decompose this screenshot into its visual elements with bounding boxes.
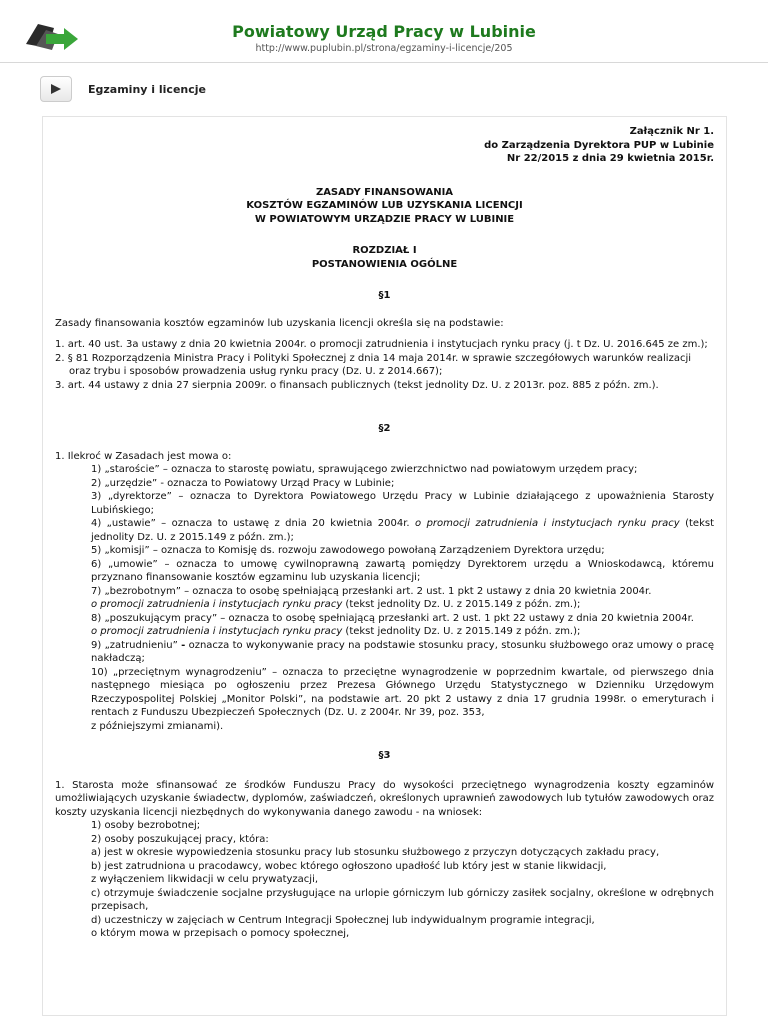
list-item: b) jest zatrudniona u pracodawcy, wobec którego ogłoszono upadłość lub który jest w stanie likwidacji, — [91, 860, 607, 872]
list-item: 2) osoby poszukującej pracy, która: — [91, 833, 269, 845]
heading-line: W POWIATOWYM URZĄDZIE PRACY W LUBINIE — [254, 213, 515, 225]
header-divider — [0, 62, 768, 63]
section-arrow-button[interactable] — [40, 76, 72, 102]
section-title: Egzaminy i licencje — [88, 82, 206, 96]
heading-line: ZASADY FINANSOWANIA — [315, 186, 454, 198]
list-item: 2. § 81 Rozporządzenia Ministra Pracy i Polityki Społecznej z dnia 14 maja 2014r. w sprawie szczegółowych warunków realizacji oraz trybu i sposobów prowadzenia usług rynku pracy (Dz. U. z 2014.667); — [55, 352, 692, 377]
definition-item: 8) „poszukującym pracy” – oznacza to osobę spełniającą przesłanki art. 2 ust. 1 pkt 22 ustawy z dnia 20 kwietnia 2004r. o promocji zatrudnienia i instytucjach rynku pracy (tekst jednolity Dz. U. z 2015.149 z późn. zm.); — [91, 612, 694, 637]
list-item: 1. art. 40 ust. 3a ustawy z dnia 20 kwietnia 2004r. o promocji zatrudnienia i instytucjach rynku pracy (j. t Dz. U. 2016.645 ze zm.); — [55, 339, 708, 350]
applicant-list — [55, 819, 714, 941]
attachment-line: Nr 22/2015 z dnia 29 kwietnia 2015r. — [506, 153, 714, 164]
attachment-line: Załącznik Nr 1. — [629, 126, 714, 137]
section-header — [40, 76, 206, 102]
definition-item: 4) „ustawie” – oznacza to ustawę z dnia 20 kwietnia 2004r. o promocji zatrudnienia i instytucjach rynku pracy (tekst jednolity Dz. U. z 2015.149 z późn. zm.); — [91, 518, 714, 543]
list-item: a) jest w okresie wypowiedzenia stosunku pracy lub stosunku służbowego z przyczyn dotyczących zakładu pracy, — [91, 847, 660, 858]
definition-item: 10) „przeciętnym wynagrodzeniu” – oznacza to przeciętne wynagrodzenie w poprzednim kwartale, od pierwszego dnia następnego miesiąca po ogłoszeniu przez Prezesa Głównego Urzędu Statystycznego w Dzienniku Urzędowym Rzeczypospolitej Polskiej „Monitor Polski”, na podstawie art. 20 pkt 2 ustawy z dnia 17 grudnia 1998r. o emeryturach i rentach z Funduszu Ubezpieczeń Społecznych (Dz. U. z 2004r. Nr 39, poz. 353, z późniejszymi zmianami). — [91, 666, 714, 732]
site-title[interactable]: Powiatowy Urząd Pracy w Lubinie — [232, 22, 536, 41]
site-url[interactable]: http://www.puplubin.pl/strona/egzaminy-i-licencje/205 — [255, 43, 513, 54]
definitions-list — [55, 463, 714, 733]
play-arrow-icon — [50, 83, 62, 95]
chapter-line: POSTANOWIENIA OGÓLNE — [311, 258, 458, 270]
chapter-line: ROZDZIAŁ I — [352, 245, 417, 256]
p2-intro: 1. Ilekroć w Zasadach jest mowa o: — [55, 450, 232, 462]
paragraph-mark-1: §1 — [378, 290, 391, 301]
paragraph-mark-3: §3 — [378, 750, 391, 761]
list-item: 3. art. 44 ustawy z dnia 27 sierpnia 2009r. o finansach publicznych (tekst jednolity Dz. U. z 2013r. poz. 885 z późn. zm.). — [55, 379, 659, 391]
heading-line: KOSZTÓW EGZAMINÓW LUB UZYSKANIA LICENCJI — [246, 200, 523, 211]
p1-intro: Zasady finansowania kosztów egzaminów lub uzyskania licencji określa się na podstawie: — [55, 317, 504, 329]
list-item: o którym mowa w przepisach o pomocy społecznej, — [91, 928, 350, 939]
definition-item: 9) „zatrudnieniu” - oznacza to wykonywanie pracy na podstawie stosunku pracy, stosunku służbowego oraz umowy o pracę nakładczą; — [91, 639, 714, 664]
paragraph-mark-2: §2 — [378, 423, 391, 434]
list-item: z wyłączeniem likwidacji w celu prywatyzacji, — [91, 874, 319, 885]
attachment-line: do Zarządzenia Dyrektora PUP w Lubinie — [484, 139, 714, 151]
document-body — [55, 117, 714, 941]
list-item: 1) osoby bezrobotnej; — [91, 820, 201, 831]
list-item: c) otrzymuje świadczenie socjalne przysługujące na urlopie górniczym lub górniczy zasiłek socjalny, określone w odrębnych przepisach, — [91, 887, 714, 912]
definition-item: 2) „urzędzie” - oznacza to Powiatowy Urząd Pracy w Lubinie; — [91, 477, 395, 489]
document-heading — [55, 186, 714, 227]
attachment-note — [55, 125, 714, 166]
legal-basis-list — [55, 338, 714, 392]
definition-item: 5) „komisji” – oznacza to Komisję ds. rozwoju zawodowego powołaną Zarządzeniem Dyrektora urzędu; — [91, 545, 605, 556]
definition-item: 1) „staroście” – oznacza to starostę powiatu, sprawującego zwierzchnictwo nad powiatowym urzędem pracy; — [91, 464, 638, 475]
site-header — [0, 0, 768, 58]
definition-item: 6) „umowie” – oznacza to umowę cywilnoprawną zawartą pomiędzy Dyrektorem urzędu a Wnioskodawcą, któremu przyznano finansowanie kosztów egzaminu lub uzyskania licencji; — [91, 558, 714, 583]
p3-intro: 1. Starosta może sfinansować ze środków Funduszu Pracy do wysokości przeciętnego wynagrodzenia koszty egzaminów umożliwiających uzyskanie świadectw, dyplomów, zaświadczeń, określonych uprawnień zawodowych lub tytułów zawodowych oraz koszty uzyskania licencji niezbędnych do wykonywania danego zawodu - na wniosek: — [55, 779, 714, 818]
list-item: d) uczestniczy w zajęciach w Centrum Integracji Społecznej lub indywidualnym programie integracji, — [91, 914, 595, 926]
document-card — [42, 116, 727, 1016]
chapter-heading — [55, 244, 714, 271]
definition-item: 3) „dyrektorze” – oznacza to Dyrektora Powiatowego Urzędu Pracy w Lubinie działającego z upoważnienia Starosty Lubińskiego; — [91, 491, 714, 516]
definition-item: 7) „bezrobotnym” – oznacza to osobę spełniającą przesłanki art. 2 ust. 1 pkt 2 ustawy z dnia 20 kwietnia 2004r. o promocji zatrudnienia i instytucjach rynku pracy (tekst jednolity Dz. U. z 2015.149 z późn. zm.); — [91, 585, 652, 610]
